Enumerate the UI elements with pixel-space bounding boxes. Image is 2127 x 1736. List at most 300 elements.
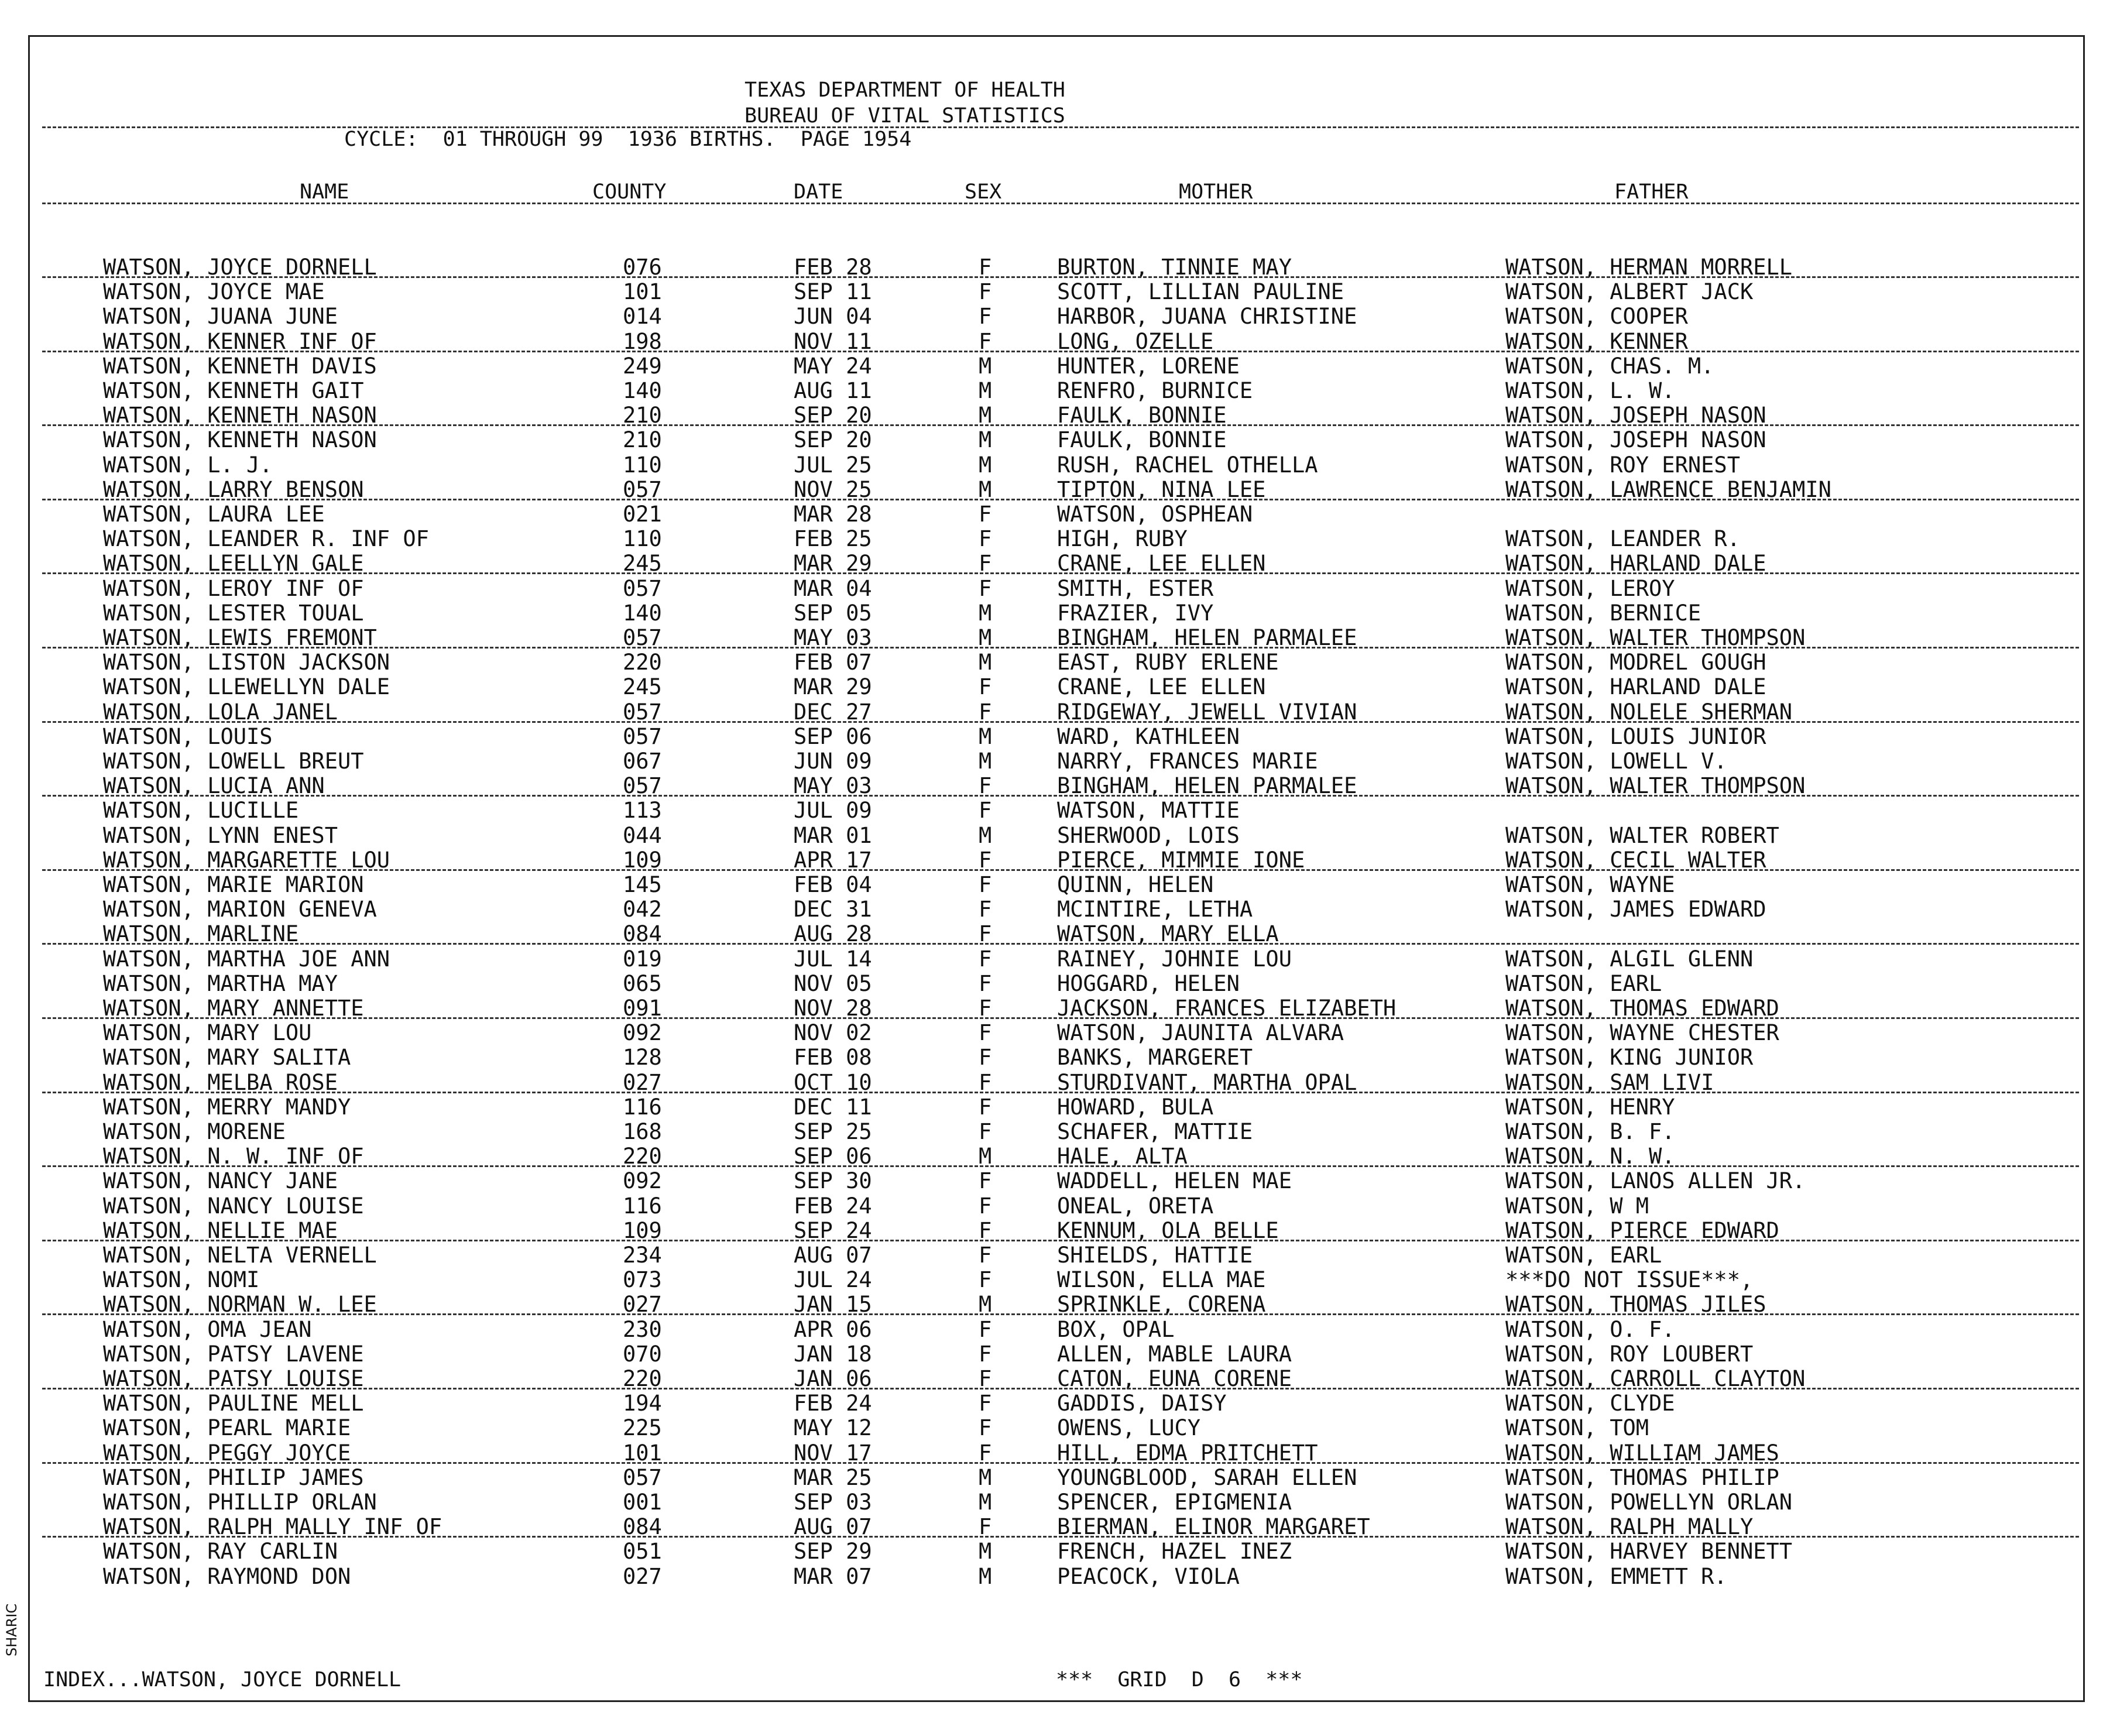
cell-father: WATSON, MODREL GOUGH	[1505, 650, 1766, 675]
row-divider	[42, 795, 2079, 797]
cell-mother: LONG, OZELLE	[1057, 328, 1214, 354]
cell-county: 065	[623, 970, 662, 996]
column-date-header: DATE	[794, 180, 843, 204]
cell-sex: M	[979, 1539, 992, 1565]
table-row	[0, 601, 2127, 626]
cell-mother: RIDGEWAY, JEWELL VIVIAN	[1057, 699, 1357, 725]
cell-date: AUG 28	[794, 921, 872, 947]
cell-date: SEP 06	[794, 723, 872, 749]
cell-date: MAR 28	[794, 502, 872, 527]
cell-county: 234	[623, 1243, 662, 1268]
cell-mother: HUNTER, LORENE	[1057, 353, 1240, 379]
cell-mother: SHERWOOD, LOIS	[1057, 822, 1240, 848]
cell-sex: F	[979, 847, 992, 873]
table-row	[0, 824, 2127, 848]
cell-sex: F	[979, 255, 992, 280]
cell-sex: F	[979, 526, 992, 552]
cell-date: MAY 24	[794, 353, 872, 379]
cell-father: WATSON, LANOS ALLEN JR.	[1505, 1168, 1806, 1194]
cell-sex: F	[979, 921, 992, 947]
cell-county: 210	[623, 427, 662, 453]
cell-sex: F	[979, 1267, 992, 1293]
table-row	[0, 675, 2127, 699]
cell-father: WATSON, WALTER THOMPSON	[1505, 773, 1806, 799]
cell-mother: SHIELDS, HATTIE	[1057, 1243, 1253, 1268]
cell-county: 021	[623, 502, 662, 527]
cell-sex: M	[979, 723, 992, 749]
cell-sex: F	[979, 996, 992, 1021]
cell-date: JAN 15	[794, 1292, 872, 1318]
cell-father: WATSON, ROY LOUBERT	[1505, 1341, 1754, 1367]
row-divider	[42, 1388, 2079, 1390]
cell-mother: ONEAL, ORETA	[1057, 1193, 1214, 1219]
cell-sex: F	[979, 1069, 992, 1095]
table-row	[0, 947, 2127, 972]
cell-mother: WARD, KATHLEEN	[1057, 723, 1240, 749]
column-mother-header: MOTHER	[1179, 180, 1253, 204]
cell-sex: F	[979, 897, 992, 922]
table-row	[0, 749, 2127, 774]
cell-mother: CATON, EUNA CORENE	[1057, 1366, 1292, 1391]
cell-date: JUL 09	[794, 798, 872, 824]
cell-name: WATSON, LARRY BENSON	[103, 476, 364, 502]
cell-mother: QUINN, HELEN	[1057, 872, 1214, 897]
cell-name: WATSON, LUCIA ANN	[103, 773, 325, 799]
cell-father: WATSON, HENRY	[1505, 1094, 1675, 1120]
cell-mother: GADDIS, DAISY	[1057, 1391, 1227, 1416]
cell-sex: F	[979, 798, 992, 824]
cell-mother: CRANE, LEE ELLEN	[1057, 551, 1266, 577]
cell-name: WATSON, NANCY LOUISE	[103, 1193, 364, 1219]
cell-sex: M	[979, 353, 992, 379]
cell-county: 057	[623, 1464, 662, 1490]
header-department: TEXAS DEPARTMENT OF HEALTH	[745, 78, 1065, 102]
cell-county: 091	[623, 996, 662, 1021]
cell-county: 101	[623, 279, 662, 305]
header-cycle: CYCLE: 01 THROUGH 99 1936 BIRTHS. PAGE 1954	[344, 128, 912, 151]
cell-date: DEC 27	[794, 699, 872, 725]
cell-name: WATSON, PHILLIP ORLAN	[103, 1490, 377, 1515]
cell-father: ***DO NOT ISSUE***,	[1505, 1267, 1754, 1293]
cell-mother: KENNUM, OLA BELLE	[1057, 1217, 1279, 1243]
cell-date: JUL 24	[794, 1267, 872, 1293]
cell-father: WATSON, WALTER THOMPSON	[1505, 625, 1806, 650]
cell-county: 110	[623, 452, 662, 478]
cell-name: WATSON, MARY LOU	[103, 1020, 312, 1046]
table-row	[0, 972, 2127, 996]
cell-father: WATSON, THOMAS EDWARD	[1505, 996, 1779, 1021]
cell-father: WATSON, JAMES EDWARD	[1505, 897, 1766, 922]
table-row	[0, 354, 2127, 379]
cell-date: FEB 04	[794, 872, 872, 897]
cell-sex: M	[979, 452, 992, 478]
cell-sex: F	[979, 304, 992, 330]
cell-date: SEP 30	[794, 1168, 872, 1194]
cell-father: WATSON, CECIL WALTER	[1505, 847, 1766, 873]
cell-mother: RUSH, RACHEL OTHELLA	[1057, 452, 1318, 478]
cell-date: MAY 03	[794, 773, 872, 799]
cell-mother: SCOTT, LILLIAN PAULINE	[1057, 279, 1344, 305]
cell-sex: M	[979, 403, 992, 428]
cell-father: WATSON, POWELLYN ORLAN	[1505, 1490, 1793, 1515]
cell-father: WATSON, EARL	[1505, 970, 1662, 996]
cell-sex: M	[979, 600, 992, 626]
cell-sex: F	[979, 1020, 992, 1046]
cell-father: WATSON, CHAS. M.	[1505, 353, 1714, 379]
cell-date: JUL 25	[794, 452, 872, 478]
cell-date: SEP 05	[794, 600, 872, 626]
side-mark: SHARIC	[4, 1603, 20, 1656]
cell-date: OCT 10	[794, 1069, 872, 1095]
cell-father: WATSON, TOM	[1505, 1415, 1649, 1441]
cell-name: WATSON, NOMI	[103, 1267, 260, 1293]
table-row	[0, 1243, 2127, 1268]
cell-date: FEB 28	[794, 255, 872, 280]
cell-name: WATSON, KENNETH DAVIS	[103, 353, 377, 379]
cell-name: WATSON, LOLA JANEL	[103, 699, 338, 725]
cell-mother: CRANE, LEE ELLEN	[1057, 674, 1266, 700]
row-divider	[42, 351, 2079, 352]
row-divider	[42, 721, 2079, 723]
cell-father: WATSON, HARVEY BENNETT	[1505, 1539, 1793, 1565]
cell-name: WATSON, MARTHA JOE ANN	[103, 946, 390, 972]
table-row	[0, 1416, 2127, 1440]
cell-date: AUG 07	[794, 1514, 872, 1540]
cell-father: WATSON, THOMAS PHILIP	[1505, 1464, 1779, 1490]
cell-sex: M	[979, 1464, 992, 1490]
cell-father: WATSON, ALGIL GLENN	[1505, 946, 1754, 972]
cell-mother: BOX, OPAL	[1057, 1316, 1175, 1342]
cell-name: WATSON, KENNETH NASON	[103, 427, 377, 453]
cell-sex: M	[979, 1490, 992, 1515]
cell-county: 140	[623, 600, 662, 626]
table-row	[0, 1318, 2127, 1342]
cell-name: WATSON, MELBA ROSE	[103, 1069, 338, 1095]
cell-name: WATSON, MARIE MARION	[103, 872, 364, 897]
cell-date: SEP 25	[794, 1119, 872, 1144]
cell-sex: F	[979, 1366, 992, 1391]
cell-mother: YOUNGBLOOD, SARAH ELLEN	[1057, 1464, 1357, 1490]
table-row	[0, 527, 2127, 551]
cell-mother: ALLEN, MABLE LAURA	[1057, 1341, 1292, 1367]
cell-sex: F	[979, 1193, 992, 1219]
cell-sex: F	[979, 970, 992, 996]
cell-county: 245	[623, 551, 662, 577]
cell-county: 027	[623, 1292, 662, 1318]
cell-father: WATSON, LOWELL V.	[1505, 749, 1727, 774]
table-row	[0, 725, 2127, 749]
cell-county: 168	[623, 1119, 662, 1144]
cell-name: WATSON, KENNETH GAIT	[103, 378, 364, 403]
cell-name: WATSON, MARTHA MAY	[103, 970, 338, 996]
cell-date: FEB 25	[794, 526, 872, 552]
cell-mother: PIERCE, MIMMIE IONE	[1057, 847, 1305, 873]
cell-father: WATSON, N. W.	[1505, 1144, 1675, 1169]
cell-mother: HILL, EDMA PRITCHETT	[1057, 1440, 1318, 1466]
cell-father: WATSON, LEROY	[1505, 575, 1675, 601]
cell-mother: EAST, RUBY ERLENE	[1057, 650, 1279, 675]
cell-mother: FRENCH, HAZEL INEZ	[1057, 1539, 1292, 1565]
cell-county: 027	[623, 1069, 662, 1095]
row-divider	[42, 572, 2079, 574]
cell-date: JUL 14	[794, 946, 872, 972]
cell-sex: F	[979, 1415, 992, 1441]
cell-father: WATSON, BERNICE	[1505, 600, 1701, 626]
cell-name: WATSON, OMA JEAN	[103, 1316, 312, 1342]
cell-father: WATSON, HARLAND DALE	[1505, 551, 1766, 577]
column-name-header: NAME	[300, 180, 349, 204]
table-row	[0, 1194, 2127, 1219]
cell-county: 019	[623, 946, 662, 972]
cell-mother: NARRY, FRANCES MARIE	[1057, 749, 1318, 774]
table-row	[0, 1539, 2127, 1564]
cell-county: 067	[623, 749, 662, 774]
cell-name: WATSON, N. W. INF OF	[103, 1144, 364, 1169]
header-bureau: BUREAU OF VITAL STATISTICS	[745, 104, 1065, 128]
cell-county: 073	[623, 1267, 662, 1293]
row-divider	[42, 1092, 2079, 1093]
cell-father: WATSON, WILLIAM JAMES	[1505, 1440, 1779, 1466]
cell-father: WATSON, WAYNE	[1505, 872, 1675, 897]
cell-name: WATSON, PAULINE MELL	[103, 1391, 364, 1416]
table-row	[0, 502, 2127, 527]
table-row	[0, 428, 2127, 452]
cell-county: 057	[623, 476, 662, 502]
cell-name: WATSON, JOYCE MAE	[103, 279, 325, 305]
divider-column-header	[42, 203, 2079, 204]
table-row	[0, 1021, 2127, 1045]
cell-sex: F	[979, 1217, 992, 1243]
cell-name: WATSON, KENNER INF OF	[103, 328, 377, 354]
cell-father: WATSON, EARL	[1505, 1243, 1662, 1268]
cell-name: WATSON, RAYMOND DON	[103, 1563, 351, 1589]
cell-sex: M	[979, 427, 992, 453]
cell-father: WATSON, KENNER	[1505, 328, 1688, 354]
cell-mother: WATSON, MARY ELLA	[1057, 921, 1279, 947]
table-row	[0, 873, 2127, 897]
cell-mother: WATSON, JAUNITA ALVARA	[1057, 1020, 1344, 1046]
cell-county: 001	[623, 1490, 662, 1515]
cell-sex: F	[979, 279, 992, 305]
cell-name: WATSON, NELTA VERNELL	[103, 1243, 377, 1268]
cell-name: WATSON, LOWELL BREUT	[103, 749, 364, 774]
cell-sex: M	[979, 625, 992, 650]
table-row	[0, 304, 2127, 329]
cell-father: WATSON, L. W.	[1505, 378, 1675, 403]
cell-mother: WILSON, ELLA MAE	[1057, 1267, 1266, 1293]
cell-date: JAN 06	[794, 1366, 872, 1391]
cell-county: 116	[623, 1094, 662, 1120]
cell-name: WATSON, MARY ANNETTE	[103, 996, 364, 1021]
cell-father: WATSON, KING JUNIOR	[1505, 1045, 1754, 1071]
cell-father: WATSON, JOSEPH NASON	[1505, 403, 1766, 428]
cell-sex: F	[979, 674, 992, 700]
column-county-header: COUNTY	[592, 180, 667, 204]
cell-name: WATSON, NANCY JANE	[103, 1168, 338, 1194]
table-row	[0, 1565, 2127, 1589]
cell-county: 249	[623, 353, 662, 379]
cell-sex: F	[979, 328, 992, 354]
cell-sex: F	[979, 773, 992, 799]
cell-sex: F	[979, 1045, 992, 1071]
cell-name: WATSON, NORMAN W. LEE	[103, 1292, 377, 1318]
cell-mother: HOGGARD, HELEN	[1057, 970, 1240, 996]
cell-county: 076	[623, 255, 662, 280]
cell-sex: F	[979, 502, 992, 527]
cell-father: WATSON, COOPER	[1505, 304, 1688, 330]
table-row	[0, 1391, 2127, 1416]
cell-date: FEB 07	[794, 650, 872, 675]
cell-mother: BIERMAN, ELINOR MARGARET	[1057, 1514, 1370, 1540]
cell-county: 110	[623, 526, 662, 552]
cell-county: 194	[623, 1391, 662, 1416]
cell-date: SEP 06	[794, 1144, 872, 1169]
cell-date: SEP 24	[794, 1217, 872, 1243]
cell-sex: F	[979, 1119, 992, 1144]
cell-name: WATSON, JOYCE DORNELL	[103, 255, 377, 280]
cell-father: WATSON, LAWRENCE BENJAMIN	[1505, 476, 1831, 502]
cell-father: WATSON, WAYNE CHESTER	[1505, 1020, 1779, 1046]
cell-county: 220	[623, 650, 662, 675]
cell-father: WATSON, O. F.	[1505, 1316, 1675, 1342]
cell-sex: F	[979, 946, 992, 972]
row-divider	[42, 1240, 2079, 1241]
cell-mother: BURTON, TINNIE MAY	[1057, 255, 1292, 280]
cell-mother: BINGHAM, HELEN PARMALEE	[1057, 773, 1357, 799]
cell-sex: M	[979, 476, 992, 502]
cell-mother: OWENS, LUCY	[1057, 1415, 1201, 1441]
cell-mother: STURDIVANT, MARTHA OPAL	[1057, 1069, 1357, 1095]
cell-county: 051	[623, 1539, 662, 1565]
cell-date: FEB 24	[794, 1193, 872, 1219]
cell-father: WATSON, LEANDER R.	[1505, 526, 1740, 552]
cell-mother: HALE, ALTA	[1057, 1144, 1188, 1169]
table-row	[0, 1466, 2127, 1490]
cell-father: WATSON, RALPH MALLY	[1505, 1514, 1754, 1540]
cell-sex: F	[979, 1168, 992, 1194]
cell-county: 116	[623, 1193, 662, 1219]
cell-date: NOV 05	[794, 970, 872, 996]
cell-county: 042	[623, 897, 662, 922]
cell-name: WATSON, MERRY MANDY	[103, 1094, 351, 1120]
cell-name: WATSON, LISTON JACKSON	[103, 650, 390, 675]
cell-name: WATSON, KENNETH NASON	[103, 403, 377, 428]
cell-county: 057	[623, 625, 662, 650]
cell-county: 101	[623, 1440, 662, 1466]
cell-sex: M	[979, 749, 992, 774]
row-divider	[42, 424, 2079, 426]
cell-name: WATSON, PHILIP JAMES	[103, 1464, 364, 1490]
cell-sex: F	[979, 1094, 992, 1120]
cell-date: NOV 28	[794, 996, 872, 1021]
row-divider	[42, 1536, 2079, 1538]
cell-county: 057	[623, 723, 662, 749]
cell-date: SEP 11	[794, 279, 872, 305]
cell-name: WATSON, LEWIS FREMONT	[103, 625, 377, 650]
row-divider	[42, 647, 2079, 649]
cell-date: JAN 18	[794, 1341, 872, 1367]
cell-father: WATSON, NOLELE SHERMAN	[1505, 699, 1793, 725]
cell-name: WATSON, RALPH MALLY INF OF	[103, 1514, 442, 1540]
cell-county: 014	[623, 304, 662, 330]
cell-name: WATSON, RAY CARLIN	[103, 1539, 338, 1565]
cell-date: MAY 12	[794, 1415, 872, 1441]
cell-sex: M	[979, 378, 992, 403]
row-divider	[42, 499, 2079, 500]
cell-sex: M	[979, 822, 992, 848]
cell-date: NOV 25	[794, 476, 872, 502]
cell-name: WATSON, MARION GENEVA	[103, 897, 377, 922]
cell-sex: F	[979, 1440, 992, 1466]
cell-father: WATSON, THOMAS JILES	[1505, 1292, 1766, 1318]
row-divider	[42, 943, 2079, 945]
cell-county: 092	[623, 1168, 662, 1194]
cell-county: 084	[623, 921, 662, 947]
cell-county: 113	[623, 798, 662, 824]
row-divider	[42, 1165, 2079, 1167]
cell-county: 220	[623, 1366, 662, 1391]
cell-name: WATSON, LEANDER R. INF OF	[103, 526, 429, 552]
cell-name: WATSON, LUCILLE	[103, 798, 299, 824]
footer-grid: *** GRID D 6 ***	[1056, 1668, 1303, 1692]
cell-name: WATSON, MARGARETTE LOU	[103, 847, 390, 873]
footer-index: INDEX...WATSON, JOYCE DORNELL	[43, 1668, 402, 1692]
cell-date: DEC 11	[794, 1094, 872, 1120]
cell-sex: F	[979, 551, 992, 577]
cell-mother: WATSON, MATTIE	[1057, 798, 1240, 824]
cell-mother: HARBOR, JUANA CHRISTINE	[1057, 304, 1357, 330]
cell-sex: F	[979, 699, 992, 725]
cell-date: MAR 29	[794, 674, 872, 700]
cell-county: 109	[623, 1217, 662, 1243]
cell-mother: WATSON, OSPHEAN	[1057, 502, 1253, 527]
divider-top	[42, 126, 2079, 128]
cell-father: WATSON, CLYDE	[1505, 1391, 1675, 1416]
cell-sex: F	[979, 1391, 992, 1416]
cell-date: JUN 04	[794, 304, 872, 330]
row-divider	[42, 1462, 2079, 1464]
cell-date: MAR 25	[794, 1464, 872, 1490]
table-row	[0, 1268, 2127, 1292]
cell-date: AUG 07	[794, 1243, 872, 1268]
cell-father: WATSON, W M	[1505, 1193, 1649, 1219]
cell-mother: WADDELL, HELEN MAE	[1057, 1168, 1292, 1194]
cell-county: 084	[623, 1514, 662, 1540]
cell-date: FEB 24	[794, 1391, 872, 1416]
cell-county: 057	[623, 699, 662, 725]
cell-sex: F	[979, 1243, 992, 1268]
table-row	[0, 650, 2127, 675]
cell-name: WATSON, L. J.	[103, 452, 273, 478]
cell-county: 245	[623, 674, 662, 700]
cell-father: WATSON, HERMAN MORRELL	[1505, 255, 1793, 280]
cell-name: WATSON, JUANA JUNE	[103, 304, 338, 330]
cell-mother: FAULK, BONNIE	[1057, 427, 1227, 453]
cell-date: MAR 07	[794, 1563, 872, 1589]
cell-name: WATSON, LOUIS	[103, 723, 273, 749]
cell-county: 057	[623, 575, 662, 601]
row-divider	[42, 869, 2079, 871]
cell-date: FEB 08	[794, 1045, 872, 1071]
cell-name: WATSON, LLEWELLYN DALE	[103, 674, 390, 700]
column-sex-header: SEX	[965, 180, 1002, 204]
cell-county: 092	[623, 1020, 662, 1046]
cell-county: 230	[623, 1316, 662, 1342]
cell-county: 109	[623, 847, 662, 873]
cell-sex: M	[979, 1563, 992, 1589]
table-row	[0, 379, 2127, 403]
cell-father: WATSON, EMMETT R.	[1505, 1563, 1727, 1589]
